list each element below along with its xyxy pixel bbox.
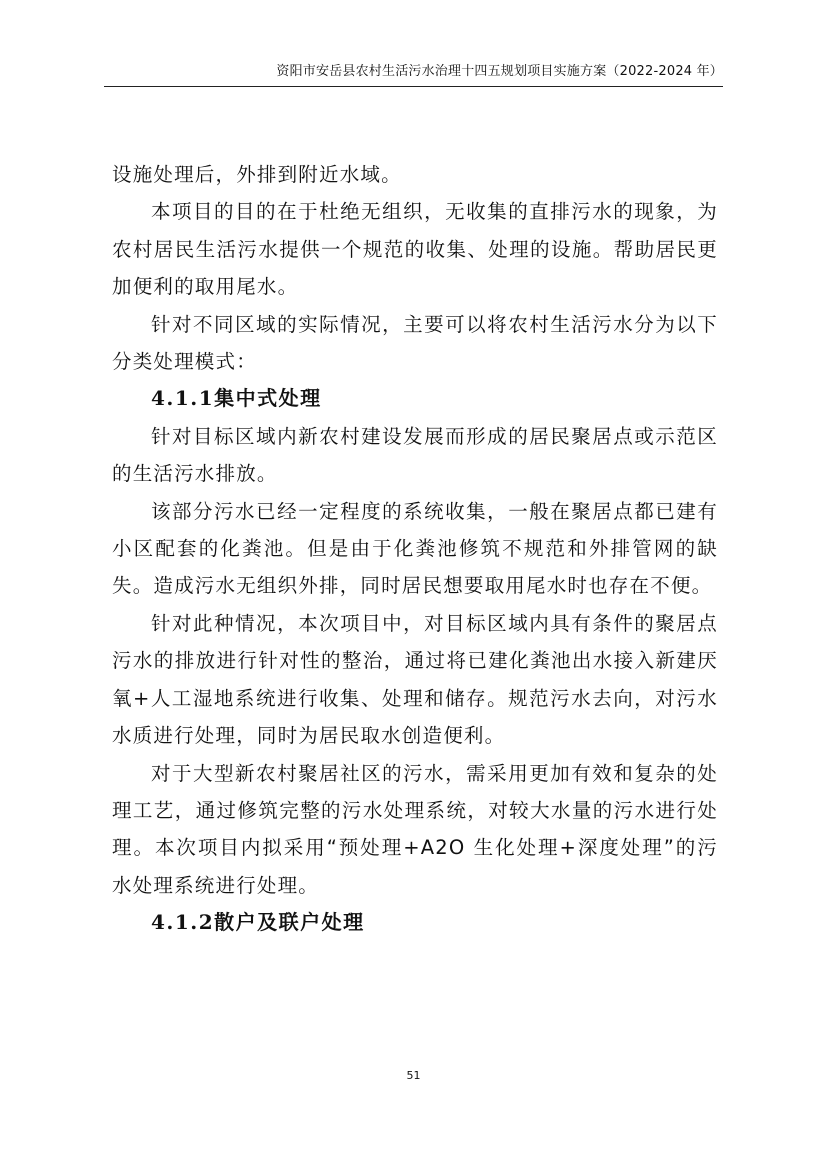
page-number: 51: [406, 1069, 421, 1082]
header-rule: [104, 86, 723, 87]
section-heading: 4.1.1集中式处理: [151, 386, 322, 411]
paragraph: 针对此种情况，本次项目中，对目标区域内具有条件的聚居点污水的排放进行针对性的整治，通过将已建化粪池出水接入新建厌氧+人工湿地系统进行收集、处理和储存。规范污水去向，对污水水质进行处理，同时为居民取水创造便利。: [112, 611, 718, 748]
section-heading: 4.1.2散户及联户处理: [151, 910, 365, 935]
header-title: 资阳市安岳县农村生活污水治理十四五规划项目实施方案（2022-2024 年）: [276, 64, 723, 79]
paragraph: 对于大型新农村聚居社区的污水，需采用更加有效和复杂的处理工艺，通过修筑完整的污水处理系统，对较大水量的污水进行处理。本次项目内拟采用“预处理+A2O 生化处理+深度处理”的污水处理系统进行处理。: [112, 761, 718, 897]
paragraph: 针对目标区域内新农村建设发展而形成的居民聚居点或示范区的生活污水排放。: [112, 424, 718, 486]
paragraph: 该部分污水已经一定程度的系统收集，一般在聚居点都已建有小区配套的化粪池。但是由于化粪池修筑不规范和外排管网的缺失。造成污水无组织外排，同时居民想要取用尾水时也存在不便。: [112, 499, 718, 598]
paragraph: 设施处理后，外排到附近水域。: [112, 163, 402, 186]
paragraph: 针对不同区域的实际情况，主要可以将农村生活污水分为以下分类处理模式：: [112, 312, 718, 374]
document-body: [112, 156, 718, 942]
paragraph: 本项目的目的在于杜绝无组织，无收集的直排污水的现象，为农村居民生活污水提供一个规范的收集、处理的设施。帮助居民更加便利的取用尾水。: [112, 200, 718, 299]
